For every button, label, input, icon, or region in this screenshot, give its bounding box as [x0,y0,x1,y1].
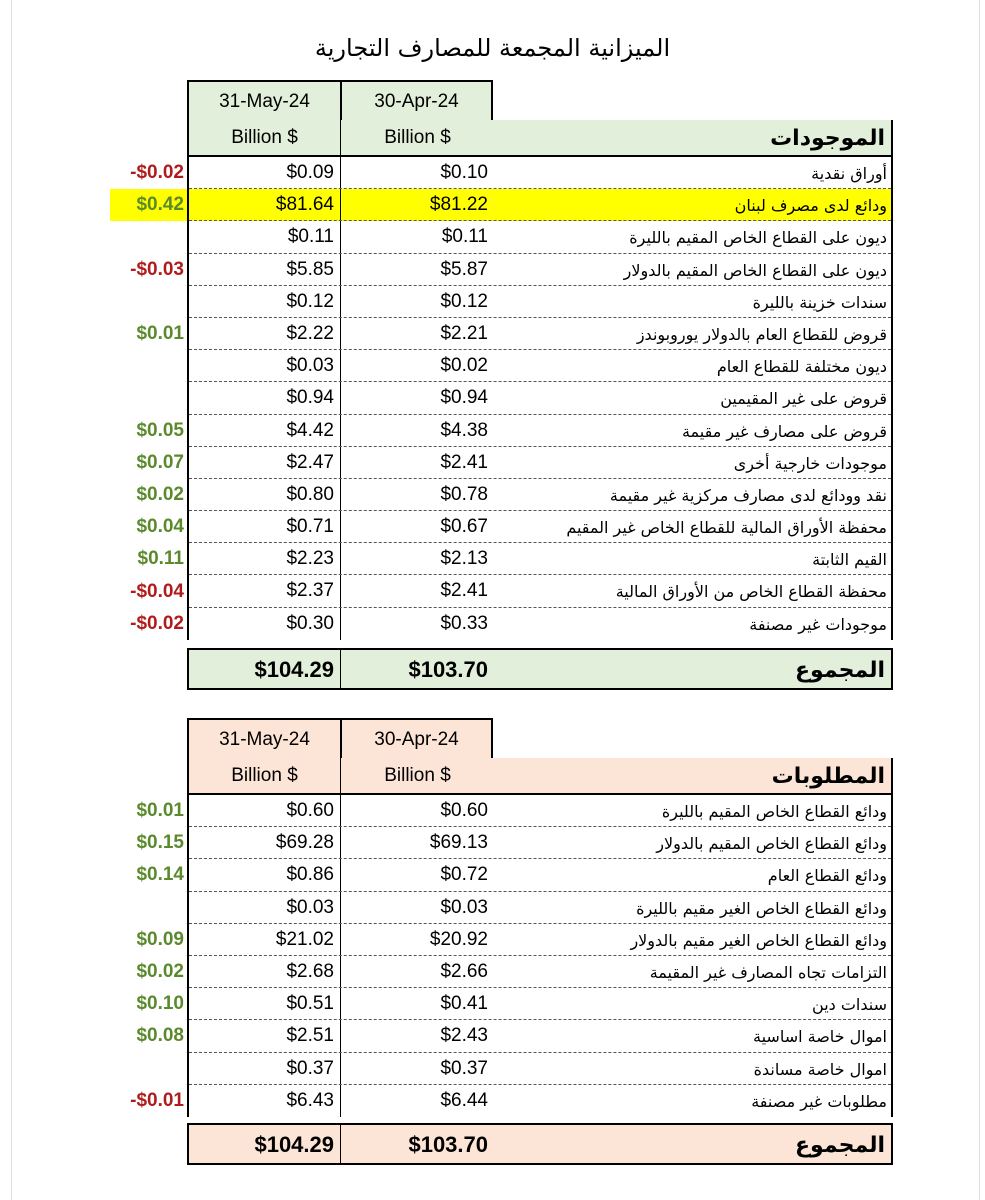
liabilities-value-may: $0.03 [189,892,341,923]
assets-row [189,608,891,640]
assets-row [189,189,891,221]
liabilities-rows [187,795,893,1117]
assets-value-apr: $2.21 [440,322,488,344]
assets-item-label: قروض على مصارف غير مقيمة [681,421,887,441]
liabilities-row [189,1053,891,1085]
liabilities-row [189,892,891,924]
liabilities-value-apr: $0.37 [440,1057,488,1079]
assets-row [189,382,891,414]
assets-value-may: $2.23 [189,543,341,574]
liabilities-value-may: $2.51 [189,1020,341,1051]
liabilities-item-label: ودائع القطاع العام [767,866,887,886]
assets-change-value: $0.02 [136,484,184,505]
liabilities-item-label: ودائع القطاع الخاص المقيم بالليرة [661,802,887,821]
assets-date-may: 31-May-24 [187,80,341,120]
page-title: الميزانية المجمعة للمصارف التجارية [314,34,671,62]
assets-rows [187,157,893,640]
assets-value-may: $0.03 [189,350,341,381]
liabilities-change-value: $0.14 [136,864,184,886]
liabilities-item-label: ودائع القطاع الخاص الغير مقيم بالليرة [636,898,887,918]
assets-value-apr: $2.41 [440,451,488,473]
assets-item-label: ديون على القطاع الخاص المقيم بالدولار [623,260,887,280]
liabilities-value-apr: $2.66 [440,960,488,982]
assets-change-value: $0.07 [136,451,184,473]
liabilities-row [189,956,891,988]
assets-value-apr: $0.78 [440,483,488,505]
liabilities-unit-apr: Billion $ [384,765,451,786]
assets-value-may: $4.42 [189,415,341,446]
assets-row [189,479,891,511]
assets-value-apr: $0.10 [440,162,488,183]
liabilities-row [189,1020,891,1052]
assets-item-label: أوراق نقدية [811,164,887,183]
assets-value-may: $2.37 [189,575,341,606]
assets-value-may: $2.47 [189,447,341,478]
assets-unit-may: Billion $ [189,120,341,155]
assets-value-may: $0.80 [189,479,341,510]
assets-value-apr: $0.11 [441,226,488,248]
assets-value-apr: $4.38 [440,419,488,441]
liabilities-change-value: -$0.01 [130,1089,184,1111]
assets-change-value: -$0.02 [130,612,184,634]
assets-value-apr: $81.22 [429,194,488,216]
assets-item-label: موجودات غير مصنفة [749,614,887,634]
liabilities-change-value: $0.02 [136,961,184,982]
liabilities-total-label: المجموع [795,1133,885,1158]
liabilities-total-row [187,1123,893,1165]
assets-total-may: $104.29 [189,650,341,688]
assets-value-apr: $0.02 [440,355,488,377]
liabilities-value-may: $0.51 [189,988,341,1019]
liabilities-value-may: $0.86 [189,859,341,890]
liabilities-value-may: $0.60 [189,795,341,826]
assets-item-label: سندات خزينة بالليرة [752,292,887,312]
assets-value-may: $0.12 [189,286,341,317]
assets-change-value: $0.01 [136,323,184,344]
assets-item-label: قروض على غير المقيمين [720,389,887,409]
liabilities-item-label: التزامات تجاه المصارف غير المقيمة [649,962,887,982]
liabilities-row [189,859,891,891]
assets-row [189,350,891,382]
liabilities-value-may: $69.28 [189,827,341,858]
assets-row [189,575,891,607]
assets-change-value: $0.42 [136,194,184,216]
liabilities-total-apr: $103.70 [408,1132,488,1157]
liabilities-item-label: ودائع القطاع الخاص الغير مقيم بالدولار [630,930,887,950]
liabilities-value-may: $2.68 [189,956,341,987]
liabilities-unit-may: Billion $ [189,758,341,793]
liabilities-item-label: مطلوبات غير مصنفة [751,1091,887,1111]
assets-value-may: $2.22 [189,318,341,349]
liabilities-value-apr: $6.44 [440,1089,488,1111]
liabilities-value-apr: $69.13 [429,832,488,854]
liabilities-change-value: $0.15 [136,832,184,854]
assets-value-may: $0.30 [189,608,341,640]
assets-row [189,286,891,318]
liabilities-change-value: $0.08 [136,1025,184,1047]
assets-value-apr: $0.33 [440,612,488,634]
assets-value-apr: $0.12 [440,290,488,312]
assets-change-value: -$0.04 [130,580,184,602]
assets-value-apr: $5.87 [440,258,488,280]
assets-value-apr: $0.94 [440,387,488,409]
assets-value-may: $81.64 [189,189,341,220]
assets-value-apr: $2.41 [440,580,488,602]
assets-value-may: $5.85 [189,254,341,285]
assets-item-label: ديون على القطاع الخاص المقيم بالليرة [629,228,887,248]
assets-row [189,157,891,189]
assets-section-label: الموجودات [770,126,885,151]
assets-value-apr: $0.67 [440,516,488,538]
assets-change-value: $0.04 [136,516,184,538]
assets-item-label: نقد وودائع لدى مصارف مركزية غير مقيمة [609,485,887,505]
assets-row [189,254,891,286]
assets-value-may: $0.71 [189,511,341,542]
assets-row [189,543,891,575]
liabilities-date-may: 31-May-24 [187,718,341,758]
liabilities-row [189,1085,891,1117]
assets-change-value: $0.05 [136,419,184,441]
assets-value-apr: $2.13 [440,548,488,570]
liabilities-change-value: $0.10 [136,993,184,1015]
assets-total-apr: $103.70 [408,657,488,682]
liabilities-value-apr: $0.03 [440,896,488,918]
liabilities-row [189,988,891,1020]
assets-row [189,511,891,543]
assets-row [189,415,891,447]
assets-total-label: المجموع [795,658,885,683]
liabilities-value-apr: $0.41 [440,993,488,1015]
liabilities-value-may: $0.37 [189,1053,341,1084]
assets-item-label: محفظة القطاع الخاص من الأوراق المالية [615,582,887,602]
assets-value-may: $0.94 [189,382,341,413]
liabilities-row [189,924,891,956]
liabilities-date-apr: 30-Apr-24 [340,718,493,758]
liabilities-row [189,795,891,827]
assets-item-label: قروض للقطاع العام بالدولار يوروبوندز [636,324,887,344]
liabilities-value-may: $21.02 [189,924,341,955]
assets-item-label: ودائع لدى مصرف لبنان [734,196,887,216]
liabilities-value-may: $6.43 [189,1085,341,1117]
assets-change-value: -$0.03 [130,258,184,280]
liabilities-item-label: اموال خاصة مساندة [753,1059,887,1079]
assets-row [189,221,891,253]
liabilities-total-may: $104.29 [189,1125,341,1163]
assets-item-label: محفظة الأوراق المالية للقطاع الخاص غير المقيم [566,518,887,538]
assets-item-label: ديون مختلفة للقطاع العام [716,357,887,377]
assets-total-row [187,648,893,690]
assets-value-may: $0.11 [189,221,341,252]
liabilities-row [189,827,891,859]
liabilities-value-apr: $2.43 [440,1025,488,1047]
liabilities-item-label: اموال خاصة اساسية [753,1027,887,1047]
liabilities-item-label: ودائع القطاع الخاص المقيم بالدولار [656,834,887,854]
assets-date-apr: 30-Apr-24 [340,80,493,120]
assets-change-value: -$0.02 [130,162,184,183]
assets-row [189,318,891,350]
liabilities-value-apr: $0.60 [440,800,488,821]
assets-unit-apr: Billion $ [384,127,451,148]
liabilities-change-value: $0.01 [136,800,184,821]
liabilities-item-label: سندات دين [812,995,887,1015]
assets-unit-header [187,120,893,157]
assets-row [189,447,891,479]
assets-item-label: القيم الثابتة [812,550,887,570]
page-edge-right [979,0,980,1200]
assets-change-value: $0.11 [137,548,184,570]
liabilities-change-value: $0.09 [136,928,184,950]
page-edge-left [11,0,12,1200]
liabilities-value-apr: $20.92 [429,928,488,950]
assets-item-label: موجودات خارجية أخرى [733,453,887,473]
liabilities-section-label: المطلوبات [771,764,885,789]
assets-value-may: $0.09 [189,157,341,188]
liabilities-unit-header [187,758,893,795]
liabilities-value-apr: $0.72 [440,864,488,886]
